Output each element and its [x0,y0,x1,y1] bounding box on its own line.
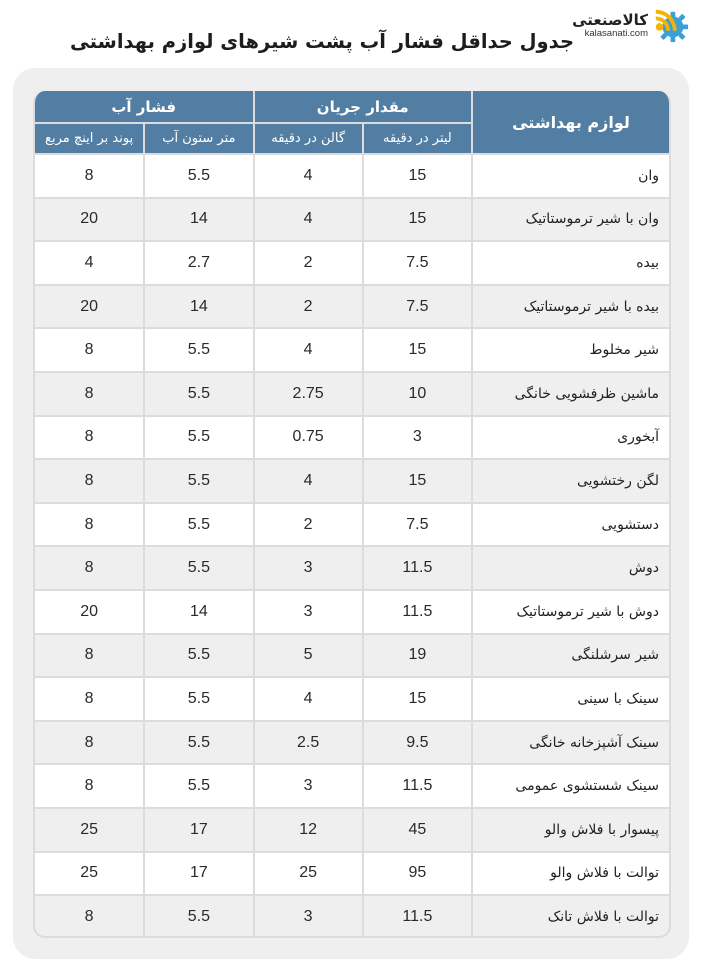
table-row [35,372,669,416]
psi-cell: 8 [35,677,144,721]
table-body [35,154,669,938]
col-psi: پوند بر اینچ مربع [35,123,144,154]
col-fixture: لوازم بهداشتی [472,91,669,154]
gpm-cell: 2 [254,503,363,547]
gpm-cell: 12 [254,808,363,852]
lpm-cell: 15 [363,328,472,372]
meters-cell: 14 [144,590,253,634]
brand-logo[interactable] [572,6,690,44]
meters-cell: 17 [144,808,253,852]
fixture-cell: وان با شیر ترموستاتیک [472,198,669,242]
gpm-cell: 4 [254,677,363,721]
lpm-cell: 19 [363,634,472,678]
fixture-cell: آبخوری [472,416,669,460]
fixture-cell: توالت با فلاش تانک [472,895,669,938]
fixture-cell: وان [472,154,669,198]
meters-cell: 17 [144,852,253,896]
gpm-cell: 25 [254,852,363,896]
lpm-cell: 7.5 [363,241,472,285]
meters-cell: 5.5 [144,328,253,372]
col-lpm: لیتر در دقیقه [363,123,472,154]
gpm-cell: 3 [254,764,363,808]
psi-cell: 20 [35,590,144,634]
fixture-cell: سینک با سینی [472,677,669,721]
gpm-cell: 2.75 [254,372,363,416]
gpm-cell: 2.5 [254,721,363,765]
table-row [35,285,669,329]
fixture-cell: دوش [472,546,669,590]
psi-cell: 4 [35,241,144,285]
fixture-cell: دوش با شیر ترموستاتیک [472,590,669,634]
fixture-cell: بیده با شیر ترموستاتیک [472,285,669,329]
gpm-cell: 4 [254,154,363,198]
lpm-cell: 7.5 [363,503,472,547]
table-row [35,328,669,372]
col-group-flow: مقدار جریان [254,91,473,123]
meters-cell: 5.5 [144,895,253,938]
meters-cell: 5.5 [144,416,253,460]
meters-cell: 5.5 [144,546,253,590]
logo-text [572,12,648,39]
gpm-cell: 2 [254,241,363,285]
lpm-cell: 11.5 [363,590,472,634]
table-row [35,808,669,852]
lpm-cell: 9.5 [363,721,472,765]
meters-cell: 5.5 [144,372,253,416]
fixture-cell: بیده [472,241,669,285]
table-row [35,198,669,242]
psi-cell: 20 [35,285,144,329]
page-title: جدول حداقل فشار آب پشت شیرهای لوازم بهداشتی [69,30,574,53]
psi-cell: 8 [35,328,144,372]
meters-cell: 14 [144,285,253,329]
page-header [0,0,702,62]
lpm-cell: 10 [363,372,472,416]
gpm-cell: 5 [254,634,363,678]
brand-domain: kalasanati.com [584,27,648,39]
lpm-cell: 15 [363,154,472,198]
psi-cell: 20 [35,198,144,242]
table-row [35,241,669,285]
psi-cell: 8 [35,634,144,678]
lpm-cell: 45 [363,808,472,852]
brand-name: کالاصنعتی [572,10,648,29]
lpm-cell: 15 [363,677,472,721]
psi-cell: 8 [35,416,144,460]
psi-cell: 8 [35,503,144,547]
lpm-cell: 15 [363,198,472,242]
table-row [35,503,669,547]
table-row [35,895,669,938]
table-row [35,852,669,896]
table-row [35,764,669,808]
psi-cell: 8 [35,546,144,590]
meters-cell: 5.5 [144,721,253,765]
fixture-cell: توالت با فلاش والو [472,852,669,896]
psi-cell: 8 [35,895,144,938]
psi-cell: 25 [35,808,144,852]
gpm-cell: 4 [254,459,363,503]
meters-cell: 2.7 [144,241,253,285]
lpm-cell: 3 [363,416,472,460]
gpm-cell: 3 [254,895,363,938]
gpm-cell: 4 [254,328,363,372]
gpm-cell: 0.75 [254,416,363,460]
gpm-cell: 3 [254,546,363,590]
table-row [35,416,669,460]
fixture-cell: سینک آشپزخانه خانگی [472,721,669,765]
gear-signal-icon [652,6,690,44]
col-gpm: گالن در دقیقه [254,123,363,154]
fixture-cell: شیر مخلوط [472,328,669,372]
col-group-pressure: فشار آب [35,91,254,123]
psi-cell: 8 [35,459,144,503]
meters-cell: 5.5 [144,634,253,678]
gpm-cell: 4 [254,198,363,242]
lpm-cell: 11.5 [363,895,472,938]
psi-cell: 8 [35,154,144,198]
psi-cell: 25 [35,852,144,896]
meters-cell: 14 [144,198,253,242]
gpm-cell: 3 [254,590,363,634]
lpm-cell: 7.5 [363,285,472,329]
table-row [35,459,669,503]
fixture-cell: لگن رختشویی [472,459,669,503]
table-row [35,677,669,721]
gpm-cell: 2 [254,285,363,329]
fixture-cell: دستشویی [472,503,669,547]
lpm-cell: 11.5 [363,764,472,808]
fixture-cell: ماشین ظرفشویی خانگی [472,372,669,416]
fixture-cell: پیسوار با فلاش والو [472,808,669,852]
table-row [35,721,669,765]
table-row [35,590,669,634]
meters-cell: 5.5 [144,677,253,721]
lpm-cell: 15 [363,459,472,503]
lpm-cell: 11.5 [363,546,472,590]
meters-cell: 5.5 [144,459,253,503]
table-row [35,154,669,198]
psi-cell: 8 [35,721,144,765]
table-row [35,546,669,590]
fixture-cell: شیر سرشلنگی [472,634,669,678]
table-row [35,634,669,678]
col-meters: متر ستون آب [144,123,253,154]
meters-cell: 5.5 [144,154,253,198]
pressure-table [33,91,671,938]
psi-cell: 8 [35,764,144,808]
fixture-cell: سینک شستشوی عمومی [472,764,669,808]
meters-cell: 5.5 [144,764,253,808]
lpm-cell: 95 [363,852,472,896]
meters-cell: 5.5 [144,503,253,547]
psi-cell: 8 [35,372,144,416]
